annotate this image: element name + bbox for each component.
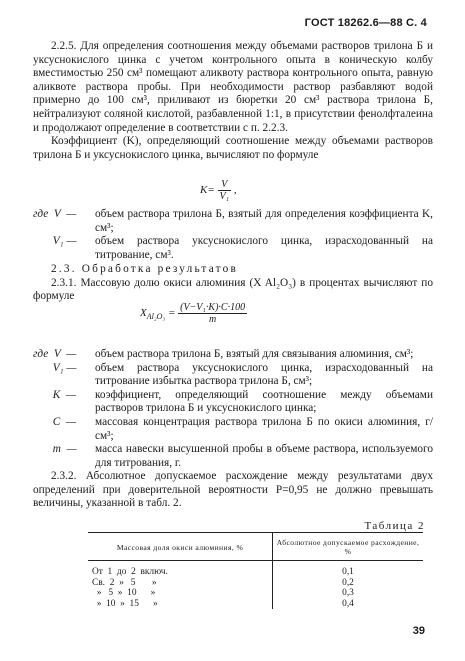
definition-item	[33, 389, 433, 416]
definition-symbol: C —	[33, 415, 76, 428]
page-header: ГОСТ 18262.6—88 С. 4	[304, 17, 427, 29]
definitions-x	[33, 348, 433, 470]
formula-x-numerator: (V−V₁·K)·C·100	[180, 302, 246, 313]
formula-x-eq: =	[167, 307, 179, 320]
definition-text: объем раствора трилона Б, взятый для связывания алюминия, см³;	[95, 348, 414, 360]
table-cell: 0,2	[342, 577, 354, 588]
definition-item	[33, 208, 433, 235]
definition-item	[33, 235, 433, 262]
table-caption: Таблица 2	[364, 520, 425, 532]
table-header-cell: Абсолютное допускаемое расхождение, %	[273, 533, 424, 561]
definition-symbol: где V —	[33, 348, 77, 360]
section-2-3	[33, 263, 433, 304]
table-cell: 0,3	[342, 588, 354, 599]
table-cell: 0,4	[342, 598, 354, 609]
definition-text: коэффициент, определяющий соотношение между объемами растворов трилона Б и уксуснокислого цинка;	[95, 388, 433, 415]
paragraph-2-2-5	[33, 40, 433, 162]
paragraph-2-3-1: 2.3.1. Массовую долю окиси алюминия (X Al₂O₃) в процентах вычисляют по формуле	[33, 276, 433, 303]
definition-symbol: где V —	[33, 208, 77, 220]
definition-symbol: m —	[33, 443, 77, 456]
formula-k-tail: ,	[233, 184, 237, 197]
definition-item	[33, 362, 433, 389]
definition-text: объем раствора уксуснокислого цинка, израсходованный на титрование избытка раствора трилона Б, см³;	[95, 361, 433, 388]
table-row	[88, 588, 423, 599]
table-cell: » 5 » 10 »	[88, 588, 273, 599]
coefficient-paragraph: Коэффициент (K), определяющий соотношение между объемами растворов трилона Б и уксуснокислого цинка, вычисляют по формуле	[33, 135, 433, 161]
formula-k-lhs: K=	[200, 184, 215, 197]
definition-item	[33, 443, 433, 470]
definition-text: масса навески высушенной пробы в объеме раствора, используемого для титрования, г.	[95, 443, 433, 469]
definition-text: массовая концентрация раствора трилона Б по окиси алюминия, г/см³;	[95, 415, 433, 442]
formula-x	[140, 302, 247, 325]
table-2	[88, 532, 423, 609]
table-header-row	[88, 533, 423, 561]
table-cell: От 1 до 2 включ.	[88, 561, 273, 578]
formula-x-fraction	[178, 302, 247, 325]
table-cell: Св. 2 » 5 »	[88, 578, 273, 589]
formula-k-numerator: V	[218, 179, 232, 191]
definition-item	[33, 416, 433, 443]
table-row	[88, 599, 423, 610]
definitions-k	[33, 208, 433, 262]
page-number: 39	[412, 625, 425, 637]
formula-x-subscript: Al₂O₃	[146, 312, 166, 322]
table-row	[88, 578, 423, 589]
paragraph-2-3-2	[33, 470, 433, 511]
table-header-cell: Массовая доля окиси алюминия, %	[88, 533, 273, 561]
formula-k-fraction	[218, 179, 232, 202]
formula-x-denominator: m	[208, 314, 217, 325]
table-cell: » 10 » 15 »	[88, 599, 273, 610]
definition-symbol: V₁ —	[33, 361, 77, 374]
table-cell: 0,1	[342, 567, 354, 577]
definition-symbol: K —	[33, 388, 76, 401]
formula-k	[200, 179, 237, 202]
definition-item	[33, 348, 433, 362]
formula-k-denominator: V₁	[219, 191, 230, 202]
paragraph-text: 2.3.2. Абсолютное допускаемое расхождение между результатами двух определений при доверительной вероятности P=0,95 не должно превышать величины, указанной в табл. 2.	[33, 470, 433, 510]
table-row	[88, 561, 423, 578]
definition-text: объем раствора уксуснокислого цинка, израсходованный на титрование, см³.	[95, 235, 433, 261]
paragraph-text: 2.2.5. Для определения соотношения между объемами растворов трилона Б и уксуснокислого цинка с учетом контрольного опыта в коническую колбу вместимостью 250 см³ помещают аликвоту раствора контрольного опыта, равную аликвоте раствора пробы. При необходимости раствор разбавляют водой примерно до 100 см³, приливают из бюретки 20 см³ раствора трилона Б, нейтрализуют соляной кислотой, разбавленной 1:1, в присутствии фенолфталеина и продолжают определение в соответствии с п. 2.2.3.	[33, 40, 433, 134]
section-heading: 2.3. Обработка результатов	[51, 263, 238, 275]
formula-x-lhs: X	[140, 307, 147, 320]
definition-symbol: V₁ —	[33, 235, 77, 248]
definition-text: объем раствора трилона Б, взятый для определения коэффициента K, см³;	[95, 208, 433, 234]
